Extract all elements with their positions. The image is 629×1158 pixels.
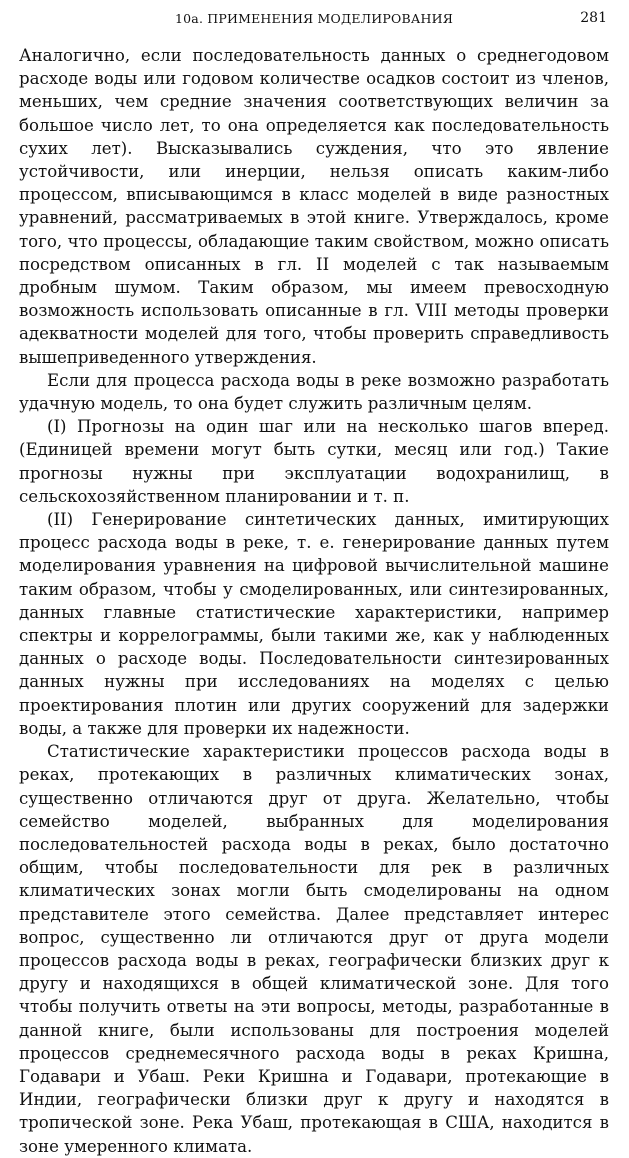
paragraph-river-statistics: Статистические характеристики процессов расхода воды в реках, протекающих в различных климатических зонах, существенно отличаются друг от друга. Желательно, чтобы семейство моделей, выбранных для моделирования последовательностей расхода воды в реках, было достаточно общим, чтобы последовательности для рек в различных климатических зонах могли быть смоделированы на одном представителе этого семейства. Далее представляет интерес вопрос, существенно ли отличаются друг от друга модели процессов расхода воды в реках, географически близких друг к другу и находящихся в общей климатической зоне. Для того чтобы получить ответы на эти вопросы, методы, разработанные в данной книге, были использованы для построения моделей процессов среднемесячного расхода воды в реках Кришна, Годавари и Убаш. Реки Кришна и Годавари, протекающие в Индии, географически близки друг к другу и находятся в тропической зоне. Река Убаш, протекающая в США, находится в зоне умеренного климата.	[19, 742, 609, 1156]
running-header	[19, 0, 609, 44]
page-number: 281	[580, 10, 607, 26]
paragraph-model-purposes: Если для процесса расхода воды в реке возможно разработать удачную модель, то она будет служить различным целям.	[19, 370, 609, 414]
paragraph-continuation: Аналогично, если последовательность данных о среднегодовом расходе воды или годовом количестве осадков состоит из членов, меньших, чем средние значения соответствующих величин за большое число лет, то она определяется как последовательность сухих лет). Высказывались суждения, что это явление устойчивости, или инерции, нельзя описать каким-либо процессом, вписывающимся в класс моделей в виде разностных уравнений, рассматриваемых в этой книге. Утверждалось, кроме того, что процессы, обладающие таким свойством, можно описать посредством описанных в гл. II моделей с так называемым дробным шумом. Таким образом, мы имеем превосходную возможность использовать описанные в гл. VIII методы проверки адекватности моделей для того, чтобы проверить справедливость вышеприведенного утверждения.	[19, 46, 609, 367]
paragraph-synthetic-data: (II) Генерирование синтетических данных, имитирующих процесс расхода воды в реке, т. е. генерирование данных путем моделирования уравнения на цифровой вычислительной машине таким образом, чтобы у смоделированных, или синтезированных, данных главные статистические характеристики, например спектры и коррелограммы, были такими же, как у наблюденных данных о расходе воды. Последовательности синтезированных данных нужны при исследованиях на моделях с целью проектирования плотин или других сооружений для задержки воды, а также для проверки их надежности.	[19, 510, 609, 738]
main-text	[19, 44, 609, 1158]
paragraph-forecasts: (I) Прогнозы на один шаг или на несколько шагов вперед. (Единицей времени могут быть сутки, месяц или год.) Такие прогнозы нужны при эксплуатации водохранилищ, в сельскохозяйственном планировании и т. п.	[19, 417, 609, 506]
chapter-title: 10а. ПРИМЕНЕНИЯ МОДЕЛИРОВАНИЯ	[174, 11, 453, 26]
